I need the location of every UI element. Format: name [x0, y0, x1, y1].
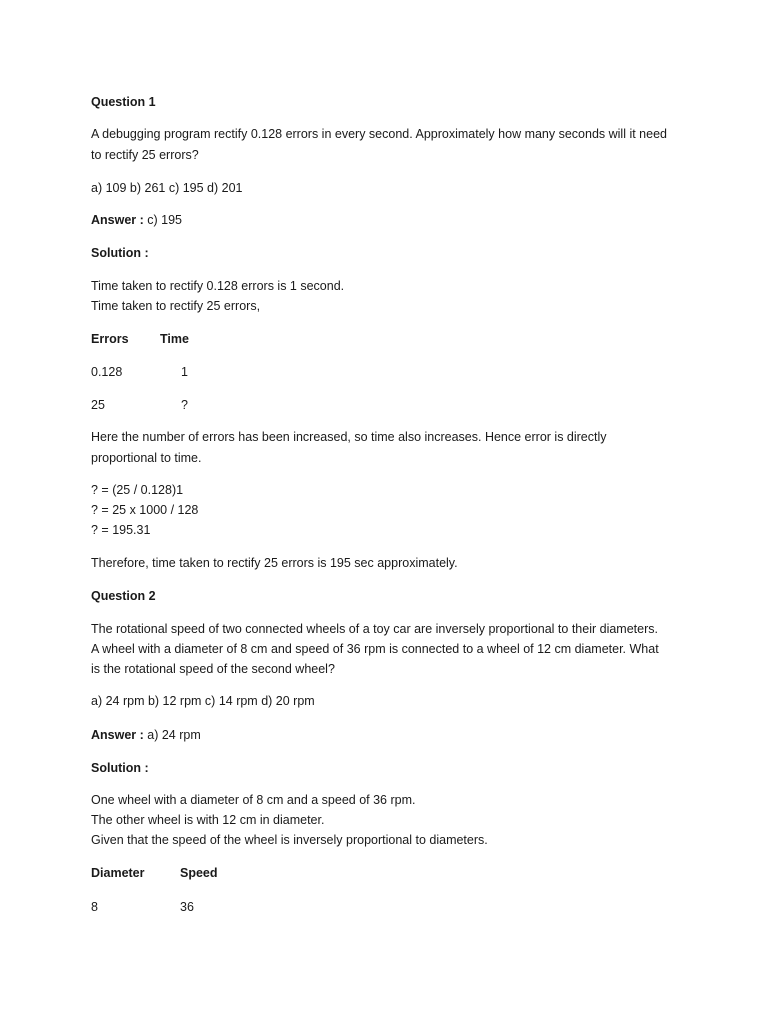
q2-table-cell: 36 — [180, 900, 194, 914]
q2-text-line-3: is the rotational speed of the second wheel? — [91, 662, 335, 676]
q1-table-header — [91, 329, 189, 349]
q1-calc-line-1: ? = (25 / 0.128)1 — [91, 483, 184, 497]
q2-solution-line-1: One wheel with a diameter of 8 cm and a speed of 36 rpm. — [91, 793, 416, 807]
q1-answer-value: c) 195 — [143, 213, 183, 227]
q2-title: Question 2 — [91, 589, 156, 603]
q2-answer-value: a) 24 rpm — [143, 728, 201, 742]
q1-table-cell: 0.128 — [91, 365, 123, 379]
q2-solution-line-2: The other wheel is with 12 cm in diameter. — [91, 813, 325, 827]
q1-table-cell: 25 — [91, 398, 105, 412]
q1-paragraph-line-1: Here the number of errors has been increased, so time also increases. Hence error is directly — [91, 430, 607, 444]
q1-solution-line-1: Time taken to rectify 0.128 errors is 1 second. — [91, 279, 345, 293]
q1-table-row — [91, 395, 188, 415]
q2-solution-label: Solution : — [91, 761, 149, 775]
q1-title: Question 1 — [91, 95, 156, 109]
q1-table-header-time: Time — [160, 332, 189, 346]
q1-table-row — [91, 362, 188, 382]
q2-table-header — [91, 863, 218, 883]
q2-answer-label: Answer : — [91, 728, 144, 742]
q1-options: a) 109 b) 261 c) 195 d) 201 — [91, 181, 243, 195]
q1-table-cell: ? — [181, 398, 188, 412]
q2-answer — [91, 725, 201, 745]
q1-answer — [91, 210, 182, 230]
q1-calc-line-2: ? = 25 x 1000 / 128 — [91, 503, 199, 517]
q1-calc-line-3: ? = 195.31 — [91, 523, 151, 537]
q1-text-line-1: A debugging program rectify 0.128 errors in every second. Approximately how many seconds will it need — [91, 127, 667, 141]
q2-text-line-1: The rotational speed of two connected wheels of a toy car are inversely proportional to their diameters. — [91, 622, 658, 636]
q1-solution-label: Solution : — [91, 246, 149, 260]
q2-text-line-2: A wheel with a diameter of 8 cm and speed of 36 rpm is connected to a wheel of 12 cm diameter. What — [91, 642, 659, 656]
q2-table-header-speed: Speed — [180, 866, 218, 880]
q1-answer-label: Answer : — [91, 213, 144, 227]
q2-table-row — [91, 897, 194, 917]
q1-conclusion: Therefore, time taken to rectify 25 errors is 195 sec approximately. — [91, 556, 458, 570]
q2-options: a) 24 rpm b) 12 rpm c) 14 rpm d) 20 rpm — [91, 694, 315, 708]
q2-solution-line-3: Given that the speed of the wheel is inversely proportional to diameters. — [91, 833, 488, 847]
q1-solution-line-2: Time taken to rectify 25 errors, — [91, 299, 261, 313]
q2-table-header-diameter: Diameter — [91, 866, 145, 880]
q1-text-line-2: to rectify 25 errors? — [91, 148, 199, 162]
q1-table-cell: 1 — [181, 365, 188, 379]
q2-table-cell: 8 — [91, 900, 98, 914]
q1-paragraph-line-2: proportional to time. — [91, 451, 202, 465]
q1-table-header-errors: Errors — [91, 332, 129, 346]
